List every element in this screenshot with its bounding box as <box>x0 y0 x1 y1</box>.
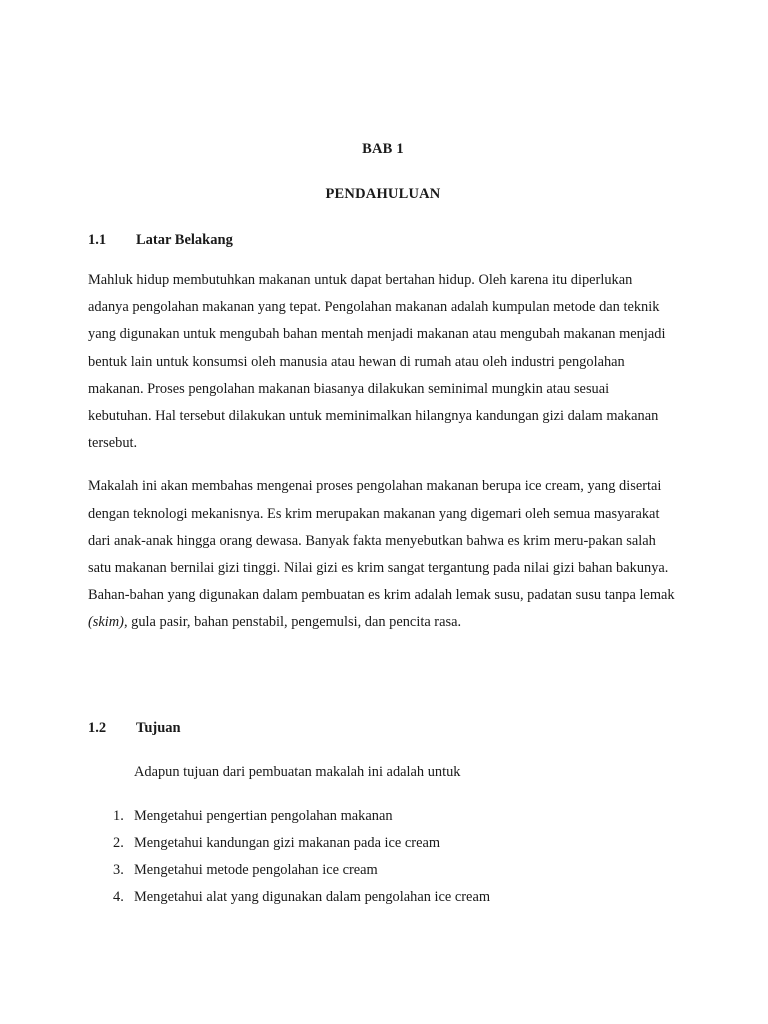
paragraph-2-text-before-term: Makalah ini akan membahas mengenai proses pengolahan makanan berupa ice cream, yang disertai dengan teknologi mekanisnya. Es krim merupakan makanan yang digemari oleh semua masyarakat dari anak-anak hingga orang dewasa. Banyak fakta menyebutkan bahwa es krim meru-pakan salah satu makanan bernilai gizi tinggi. Nilai gizi es krim sangat tergantung pada nilai gizi bahan bakunya. Bahan-bahan yang digunakan dalam pembuatan es krim adalah lemak susu, padatan susu tanpa lemak <box>88 478 675 604</box>
chapter-title: BAB 1 <box>362 141 404 157</box>
list-item-marker: 2. <box>113 835 124 852</box>
list-item-label: Mengetahui pengertian pengolahan makanan <box>134 807 393 824</box>
section-title-tujuan: Tujuan <box>136 719 181 736</box>
list-item <box>88 884 678 911</box>
list-item-marker: 1. <box>113 807 124 824</box>
section-number-1-1: 1.1 <box>88 232 107 248</box>
paragraph-latar-belakang-1: Mahluk hidup membutuhkan makanan untuk dapat bertahan hidup. Oleh karena itu diperlukan adanya pengolahan makanan yang tepat. Pengolahan makanan adalah kumpulan metode dan teknik yang digunakan untuk mengubah bahan mentah menjadi makanan atau mengubah makanan menjadi bentuk lain untuk konsumsi oleh manusia atau hewan di rumah atau oleh industri pengolahan makanan. Proses pengolahan makanan biasanya dilakukan seminimal mungkin atau sesuai kebutuhan. Hal tersebut dilakukan untuk meminimalkan hilangnya kandungan gizi dalam makanan tersebut. <box>88 272 666 452</box>
document-body <box>88 0 678 912</box>
chapter-subtitle: PENDAHULUAN <box>325 186 441 202</box>
section-number-1-2: 1.2 <box>88 719 107 736</box>
list-item-label: Mengetahui metode pengolahan ice cream <box>134 862 378 879</box>
section-heading-latar-belakang <box>88 208 678 254</box>
tujuan-goal-list <box>88 786 678 912</box>
section-title-latar-belakang: Latar Belakang <box>136 232 233 248</box>
paragraph-latar-belakang-2 <box>88 457 680 636</box>
list-item-marker: 3. <box>113 862 124 879</box>
section-heading-tujuan <box>88 637 678 742</box>
list-item <box>88 803 678 830</box>
list-item-marker: 4. <box>113 889 124 906</box>
list-item <box>88 857 678 884</box>
list-item-label: Mengetahui alat yang digunakan dalam pengolahan ice cream <box>134 889 491 906</box>
paragraph-2-text-after-term: , gula pasir, bahan penstabil, pengemulsi, dan pencita rasa. <box>123 614 462 631</box>
italic-term-skim: (skim) <box>88 614 124 631</box>
list-item <box>88 830 678 857</box>
list-item-label: Mengetahui kandungan gizi makanan pada ice cream <box>134 835 441 852</box>
tujuan-lead-in-text: Adapun tujuan dari pembuatan makalah ini adalah untuk <box>134 763 461 780</box>
